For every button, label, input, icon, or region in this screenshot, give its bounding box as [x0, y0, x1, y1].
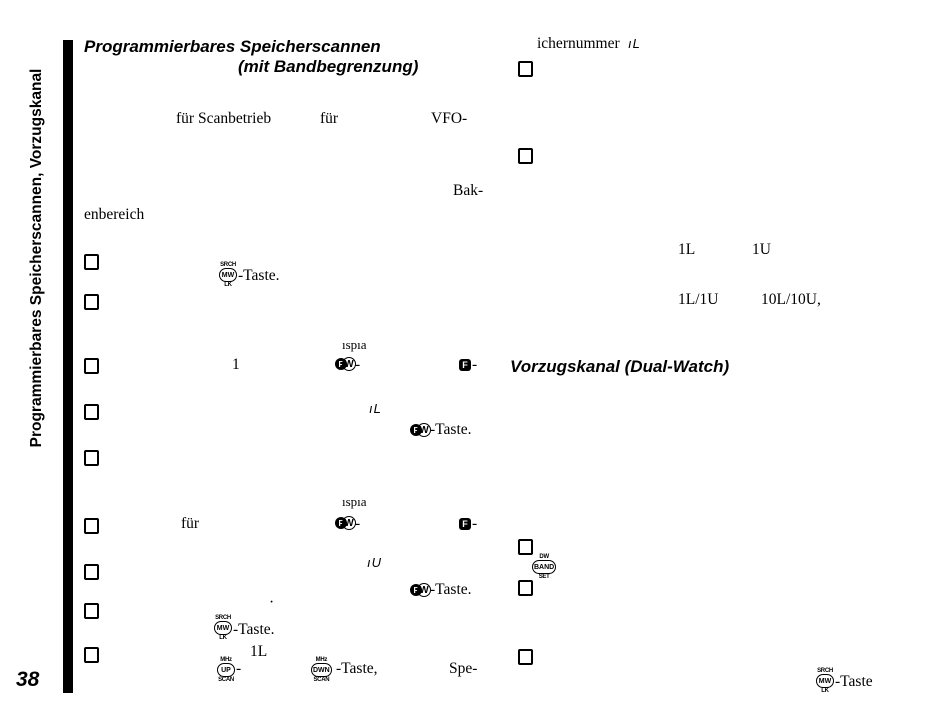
intro-text: für	[320, 110, 339, 127]
step-checkbox	[84, 294, 99, 310]
step-text: -	[355, 356, 361, 373]
body-text: 10L/10U,	[761, 291, 821, 308]
section-heading: Programmierbares Speicherscannen	[84, 37, 381, 56]
display-text: ıspıa	[342, 494, 367, 509]
band-key-icon: DW BAND SET	[534, 554, 555, 580]
intro-text: Bak-	[453, 182, 484, 199]
display-text: ıU	[367, 555, 382, 570]
f-key-icon: F	[459, 518, 471, 530]
step-checkbox	[84, 603, 99, 619]
step-checkbox	[518, 580, 533, 596]
step-text: 1L	[250, 643, 268, 660]
srch-mw-key-icon: SRCH MW LK	[215, 615, 231, 641]
step-checkbox	[84, 450, 99, 466]
fw-key-icon: F W	[335, 516, 356, 530]
f-key-icon: F	[459, 359, 471, 371]
body-text: ichernummer	[537, 35, 620, 52]
step-text: ·	[269, 594, 275, 611]
intro-text: enbereich	[84, 206, 145, 223]
step-text: -	[236, 660, 242, 677]
side-bar	[63, 40, 73, 693]
step-checkbox	[84, 404, 99, 420]
step-text: -Taste.	[430, 581, 472, 598]
step-text: -Taste.	[233, 621, 275, 638]
section-heading: Vorzugskanal (Dual-Watch)	[510, 357, 730, 376]
step-checkbox	[518, 61, 533, 77]
step-checkbox	[84, 518, 99, 534]
step-text: -Taste,	[336, 660, 378, 677]
display-text: ıL	[628, 36, 641, 51]
up-scan-key-icon: MHz UP SCAN	[218, 657, 234, 683]
intro-text: VFO-	[431, 110, 468, 127]
srch-mw-key-icon: SRCH MW LK	[817, 668, 833, 694]
body-text: 1U	[752, 241, 771, 258]
side-title: Programmierbares Speicherscannen, Vorzugskanal	[28, 68, 45, 447]
fw-key-icon: F W	[410, 423, 431, 437]
step-checkbox	[518, 649, 533, 665]
step-text: -	[355, 515, 361, 532]
step-text: -Taste.	[430, 421, 472, 438]
body-text: 1L/1U	[678, 291, 719, 308]
step-text: -	[472, 515, 478, 532]
step-text: für	[181, 515, 200, 532]
step-checkbox	[84, 254, 99, 270]
fw-key-icon: F W	[335, 357, 356, 371]
body-text: 1L	[678, 241, 696, 258]
page-number: 38	[16, 668, 40, 691]
display-text: ıL	[369, 401, 382, 416]
fw-key-icon: F W	[410, 583, 431, 597]
step-checkbox	[518, 539, 533, 555]
display-text: ıspıa	[342, 337, 367, 352]
dwn-scan-key-icon: MHz DWN SCAN	[313, 657, 330, 683]
intro-text: für Scanbetrieb	[176, 110, 272, 127]
srch-mw-key-icon: SRCH MW LK	[220, 262, 236, 288]
step-text: -	[472, 356, 478, 373]
step-checkbox	[518, 148, 533, 164]
step-checkbox	[84, 358, 99, 374]
step-text: Spe-	[449, 660, 478, 677]
step-checkbox	[84, 564, 99, 580]
step-text: 1	[232, 356, 240, 373]
section-subheading: (mit Bandbegrenzung)	[238, 57, 419, 76]
step-checkbox	[84, 647, 99, 663]
step-text: -Taste.	[238, 267, 280, 284]
body-text: -Taste	[835, 673, 873, 690]
